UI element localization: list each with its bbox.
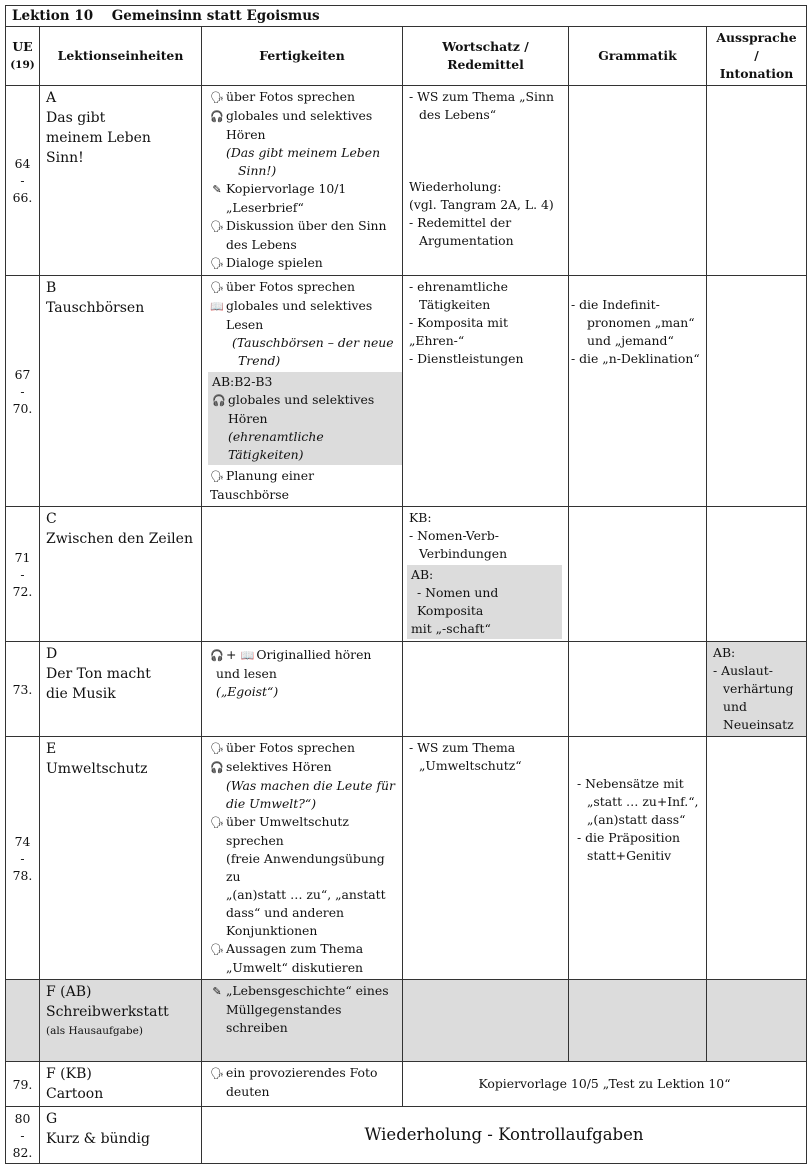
skills-cell: 🎧 + 📖 Originallied hören und lesen („Egoist“) (202, 642, 403, 737)
listening-icon: 🎧 (212, 394, 226, 407)
unit-cell: E Umweltschutz (40, 737, 202, 980)
speaking-icon: 🗣 (210, 257, 224, 270)
vocab-cell: KB: - Nomen-Verb- Verbindungen AB: - Nomen und Komposita mit „-schaft“ (403, 507, 569, 642)
col-ue: UE (19) (6, 27, 40, 86)
skills-cell: 🗣 über Fotos sprechen 📖 globales und selektives Lesen (Tauschbörsen – der neue Trend) AB:B2-B3 🎧 globales und selektives Hören (ehrenamtliche Tätigkeiten) 🗣 Planung einer Tauschbörse (202, 276, 403, 507)
ue-cell: 80 - 82. (6, 1107, 40, 1164)
vocab-cell (403, 980, 569, 1062)
col-vocab: Wortschatz / Redemittel (403, 27, 569, 86)
ue-cell: 73. (6, 642, 40, 737)
skills-cell: ✎ „Lebensgeschichte“ eines Müllgegenstandes schreiben (202, 980, 403, 1062)
speaking-icon: 🗣 (210, 91, 224, 104)
grammar-cell (569, 507, 707, 642)
ue-cell: 71 - 72. (6, 507, 40, 642)
vocab-cell: - WS zum Thema „Umweltschutz“ (403, 737, 569, 980)
unit-cell: C Zwischen den Zeilen (40, 507, 202, 642)
listening-icon: 🎧 (210, 761, 224, 774)
col-units: Lektionseinheiten (40, 27, 202, 86)
skills-cell (202, 507, 403, 642)
unit-cell: B Tauschbörsen (40, 276, 202, 507)
pron-cell (707, 507, 807, 642)
lesson-plan-table (5, 5, 807, 1164)
workbook-box: AB:B2-B3 🎧 globales und selektives Hören (ehrenamtliche Tätigkeiten) (208, 372, 402, 465)
ue-cell: 74 - 78. (6, 737, 40, 980)
table-row (6, 1107, 807, 1164)
lesson-topic: Gemeinsinn statt Egoismus (111, 8, 320, 24)
speaking-icon: 🗣 (210, 470, 224, 483)
pron-cell (707, 980, 807, 1062)
grammar-cell (569, 86, 707, 276)
review-cell: Wiederholung - Kontrollaufgaben (202, 1107, 807, 1164)
grammar-cell (569, 642, 707, 737)
listening-icon: 🎧 (210, 649, 224, 662)
table-row (6, 507, 807, 642)
grammar-cell (569, 980, 707, 1062)
vocab-cell (403, 642, 569, 737)
unit-cell: G Kurz & bündig (40, 1107, 202, 1164)
pencil-icon: ✎ (212, 183, 222, 196)
lesson-header (6, 6, 807, 27)
speaking-icon: 🗣 (210, 943, 224, 956)
unit-cell: A Das gibt meinem Leben Sinn! (40, 86, 202, 276)
workbook-box: AB: - Nomen und Komposita mit „-schaft“ (407, 565, 562, 639)
vocab-cell: - ehrenamtliche Tätigkeiten - Komposita mit „Ehren-“ - Dienstleistungen (403, 276, 569, 507)
table-row (6, 737, 807, 980)
speaking-icon: 🗣 (210, 1067, 224, 1080)
speaking-icon: 🗣 (210, 220, 224, 233)
speaking-icon: 🗣 (210, 281, 224, 294)
table-row (6, 86, 807, 276)
ue-cell: 79. (6, 1062, 40, 1107)
speaking-icon: 🗣 (210, 742, 224, 755)
book-icon: 📖 (210, 300, 224, 313)
grammar-cell: - Nebensätze mit „statt … zu+Inf.“, „(an)statt dass“ - die Präposition statt+Genitiv (569, 737, 707, 980)
skills-cell: 🗣 über Fotos sprechen 🎧 selektives Hören (Was machen die Leute für die Umwelt?“) 🗣 über Umweltschutz sprechen (freie Anwendungsübung zu „(an)statt … zu“, „anstatt dass“ und anderen Konjunktionen 🗣 Aussagen zum Thema „Umwelt“ diskutieren (202, 737, 403, 980)
pencil-icon: ✎ (212, 985, 222, 998)
unit-cell: F (KB) Cartoon (40, 1062, 202, 1107)
speaking-icon: 🗣 (210, 816, 224, 829)
ue-cell: 67 - 70. (6, 276, 40, 507)
listening-icon: 🎧 (210, 110, 224, 123)
unit-cell: F (AB) Schreibwerkstatt (als Hausaufgabe) (40, 980, 202, 1062)
pron-cell (707, 276, 807, 507)
copy-template-cell: Kopiervorlage 10/5 „Test zu Lektion 10“ (403, 1062, 807, 1107)
book-icon: 📖 (240, 649, 255, 662)
pron-cell (707, 86, 807, 276)
pron-cell: AB: - Auslaut- verhärtung und Neueinsatz (707, 642, 807, 737)
grammar-cell: - die Indefinit- pronomen „man“ und „jemand“ - die „n-Deklination“ (569, 276, 707, 507)
col-pronunciation: Aussprache / Intonation (707, 27, 807, 86)
vocab-cell: - WS zum Thema „Sinn des Lebens“ Wiederholung: (vgl. Tangram 2A, L. 4) - Redemittel der Argumentation (403, 86, 569, 276)
ue-cell: 64 - 66. (6, 86, 40, 276)
col-skills: Fertigkeiten (202, 27, 403, 86)
pron-cell (707, 737, 807, 980)
ue-cell (6, 980, 40, 1062)
lesson-number: Lektion 10 (12, 8, 94, 24)
table-row (6, 276, 807, 507)
table-row (6, 980, 807, 1062)
skills-cell: 🗣 über Fotos sprechen 🎧 globales und selektives Hören (Das gibt meinem Leben Sinn!) ✎ Kopiervorlage 10/1 „Leserbrief“ 🗣 Diskussion über den Sinn des Lebens 🗣 Dialoge spielen (202, 86, 403, 276)
skills-cell: 🗣 ein provozierendes Foto deuten (202, 1062, 403, 1107)
table-row (6, 1062, 807, 1107)
table-row (6, 642, 807, 737)
col-grammar: Grammatik (569, 27, 707, 86)
unit-cell: D Der Ton macht die Musik (40, 642, 202, 737)
